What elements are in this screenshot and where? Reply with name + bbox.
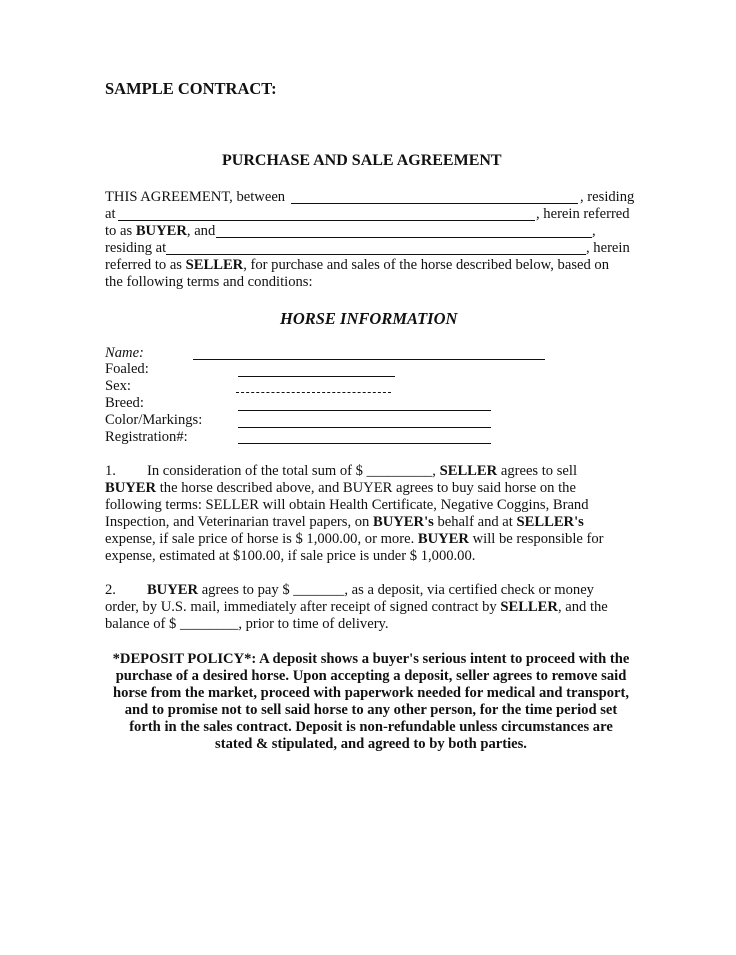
clause-number: 2. <box>105 582 116 598</box>
intro-text: , herein <box>586 240 630 256</box>
sample-contract-label: SAMPLE CONTRACT: <box>105 79 277 98</box>
deposit-policy-line: purchase of a desired horse. Upon accepting a deposit, seller agrees to remove said <box>115 668 627 684</box>
deposit-policy-line: horse from the market, proceed with paperwork needed for medical and transport, <box>113 685 629 701</box>
intro-text: , <box>592 223 596 239</box>
clause-text: balance of $ ________, prior to time of delivery. <box>105 615 389 632</box>
buyer-term: BUYER <box>135 223 187 239</box>
deposit-policy <box>96 651 646 753</box>
clause-text: agrees to sell <box>497 463 578 479</box>
intro-text: THIS AGREEMENT, between <box>105 189 286 205</box>
clause-text: behalf and at <box>433 513 517 530</box>
clause-1 <box>105 463 625 564</box>
breed-field-line[interactable] <box>238 410 491 411</box>
seller-address-line[interactable] <box>166 254 586 255</box>
seller-name-line[interactable] <box>216 237 592 238</box>
clause-text: order, by U.S. mail, immediately after receipt of signed contract by <box>105 598 501 615</box>
clause-text: In consideration of the total sum of $ _________, <box>146 463 440 479</box>
name-label: Name: <box>105 345 144 361</box>
horse-info-heading: HORSE INFORMATION <box>280 309 458 328</box>
intro-text: to as <box>105 223 136 239</box>
intro-text: , herein referred <box>536 206 630 222</box>
buyer-address-line[interactable] <box>118 220 535 221</box>
clause-text: agrees to pay $ _______, as a deposit, via certified check or money <box>198 582 594 598</box>
color-markings-field-line[interactable] <box>238 427 491 428</box>
seller-term: SELLER <box>439 463 498 479</box>
deposit-policy-line: *DEPOSIT POLICY*: A deposit shows a buyer's serious intent to proceed with the <box>112 651 630 667</box>
color-markings-label: Color/Markings: <box>105 412 203 428</box>
breed-label: Breed: <box>105 395 144 411</box>
sex-label: Sex: <box>105 378 131 394</box>
registration-label: Registration#: <box>105 429 188 445</box>
clause-text: expense, if sale price of horse is $ 1,000.00, or more. <box>105 530 418 547</box>
page-title: PURCHASE AND SALE AGREEMENT <box>222 152 502 169</box>
intro-text: residing at <box>105 240 167 256</box>
seller-term: SELLER's <box>516 513 584 530</box>
buyer-term: BUYER's <box>373 513 434 530</box>
buyer-term: BUYER <box>146 582 199 598</box>
name-field-line[interactable] <box>193 359 545 360</box>
registration-field-line[interactable] <box>238 443 491 444</box>
foaled-field-line[interactable] <box>238 376 395 377</box>
clause-text: Inspection, and Veterinarian travel papers, on <box>105 513 373 530</box>
clause-text: expense, estimated at $100.00, if sale price is under $ 1,000.00. <box>105 547 476 564</box>
intro-text: referred to as <box>105 257 186 273</box>
intro-text: , for purchase and sales of the horse described below, based on <box>243 257 610 273</box>
seller-term: SELLER <box>500 598 558 615</box>
intro-text: the following terms and conditions: <box>105 274 313 290</box>
intro-text: , residing <box>580 189 635 205</box>
deposit-policy-line: stated & stipulated, and agreed to by both parties. <box>215 736 527 752</box>
intro-text: , and <box>186 223 216 239</box>
clause-text: will be responsible for <box>468 530 604 547</box>
foaled-label: Foaled: <box>105 361 149 377</box>
sex-field-line[interactable] <box>236 392 391 393</box>
deposit-policy-line: and to promise not to sell said horse to any other person, for the time period set <box>124 702 618 718</box>
clause-2 <box>105 582 625 633</box>
deposit-policy-line: forth in the sales contract. Deposit is non-refundable unless circumstances are <box>129 719 613 735</box>
clause-number: 1. <box>105 463 116 479</box>
clause-text: , and the <box>557 598 608 615</box>
seller-term: SELLER <box>185 257 244 273</box>
buyer-name-line[interactable] <box>291 203 578 204</box>
clause-text: the horse described above, and BUYER agrees to buy said horse on the <box>156 479 576 496</box>
intro-text: at <box>105 206 116 222</box>
buyer-term: BUYER <box>417 530 469 547</box>
clause-text: following terms: SELLER will obtain Health Certificate, Negative Coggins, Brand <box>105 496 589 513</box>
buyer-term: BUYER <box>105 479 157 496</box>
